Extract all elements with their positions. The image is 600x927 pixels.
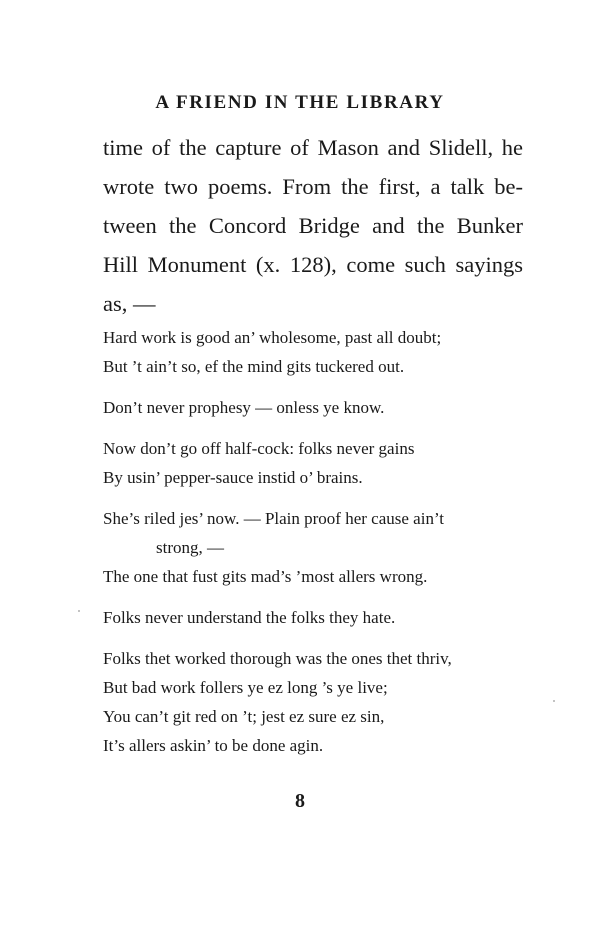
prose-line: as, — [103, 291, 156, 316]
verse-line: Don’t never prophesy — onless ye know. [103, 398, 385, 417]
verse-line: But bad work follers ye ez long ’s ye live; [103, 678, 388, 697]
verse-line-continuation: strong, — [156, 538, 224, 557]
prose-paragraph [103, 128, 523, 323]
stanza [103, 323, 523, 381]
stanza [103, 504, 523, 591]
page-number: 8 [295, 790, 305, 812]
verse-line: You can’t git red on ’t; jest ez sure ez sin, [103, 707, 385, 726]
verse-line: Folks never understand the folks they hate. [103, 608, 396, 627]
prose-line: Hill Monument (x. 128), come such sayings [103, 252, 523, 277]
stanza [103, 644, 523, 760]
prose-line: time of the capture of Mason and Slidell, he [103, 135, 523, 160]
verse-line: But ’t ain’t so, ef the mind gits tuckered out. [103, 357, 405, 376]
verse-quotations [103, 323, 523, 772]
paper-speck [553, 700, 555, 702]
stanza [103, 393, 523, 422]
stanza [103, 434, 523, 492]
verse-line: She’s riled jes’ now. — Plain proof her cause ain’t [103, 509, 445, 528]
paper-speck [78, 610, 80, 612]
stanza [103, 603, 523, 632]
verse-line: Now don’t go off half-cock: folks never gains [103, 439, 415, 458]
verse-line: Hard work is good an’ wholesome, past all doubt; [103, 328, 442, 347]
verse-line: The one that fust gits mad’s ’most allers wrong. [103, 567, 428, 586]
prose-line: tween the Concord Bridge and the Bunker [103, 213, 523, 238]
prose-line: wrote two poems. From the first, a talk be- [103, 174, 523, 199]
running-head: A FRIEND IN THE LIBRARY [155, 92, 445, 113]
verse-line: By usin’ pepper-sauce instid o’ brains. [103, 468, 363, 487]
verse-line: It’s allers askin’ to be done agin. [103, 736, 324, 755]
verse-line: Folks thet worked thorough was the ones thet thriv, [103, 649, 452, 668]
